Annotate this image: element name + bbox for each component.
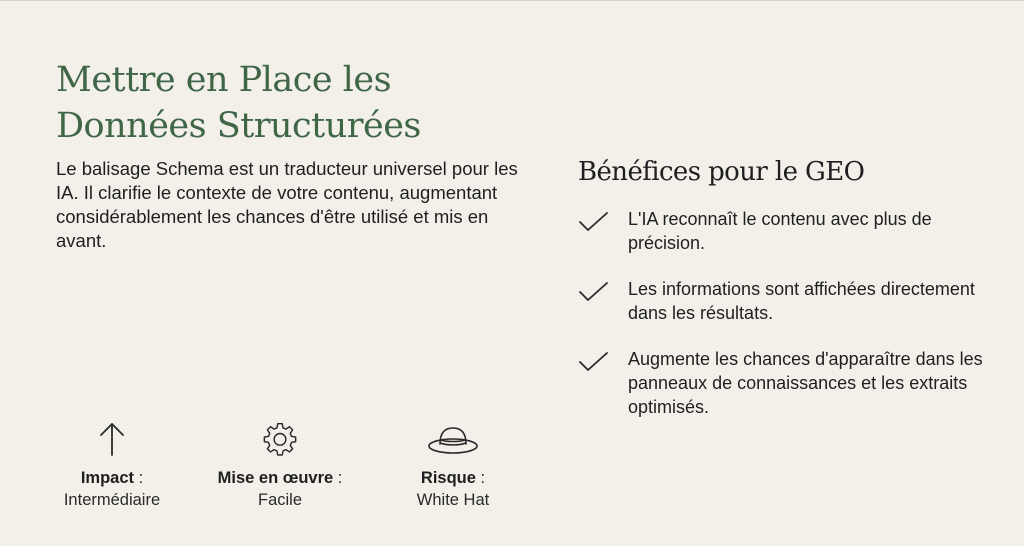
benefits-title: Bénéfices pour le GEO xyxy=(578,157,865,187)
metric-separator: : xyxy=(134,469,144,487)
metric-separator: : xyxy=(475,469,486,487)
page-title: Mettre en Place les Données Structurées xyxy=(56,60,421,146)
benefit-text: L'IA reconnaît le contenu avec plus de précision. xyxy=(628,209,932,253)
hat-icon xyxy=(426,421,480,457)
intro-paragraph: Le balisage Schema est un traducteur universel pour les IA. Il clarifie le contexte de votre contenu, augmentant considérablement les chances d'être utilisé et mis en avant. xyxy=(56,158,518,251)
check-icon xyxy=(578,351,610,373)
metric-effort xyxy=(200,421,360,511)
benefit-item xyxy=(578,207,998,255)
check-icon xyxy=(578,211,610,233)
metric-label: Impact xyxy=(80,469,134,487)
metric-label: Mise en œuvre xyxy=(217,469,334,487)
benefit-item xyxy=(578,277,998,325)
metric-impact xyxy=(52,421,172,511)
benefits-list xyxy=(578,207,998,441)
benefit-text: Les informations sont affichées directement dans les résultats. xyxy=(628,279,975,323)
gear-icon xyxy=(260,421,300,457)
metric-label: Risque xyxy=(420,469,476,487)
metric-value: Facile xyxy=(257,491,302,509)
benefit-item xyxy=(578,347,998,419)
metric-risk xyxy=(393,421,513,511)
metric-separator: : xyxy=(333,469,343,487)
metric-value: Intermédiaire xyxy=(63,491,161,509)
arrow-up-icon xyxy=(97,421,127,457)
benefit-text: Augmente les chances d'apparaître dans les panneaux de connaissances et les extraits optimisés. xyxy=(628,349,983,417)
metric-value: White Hat xyxy=(416,491,490,509)
check-icon xyxy=(578,281,610,303)
